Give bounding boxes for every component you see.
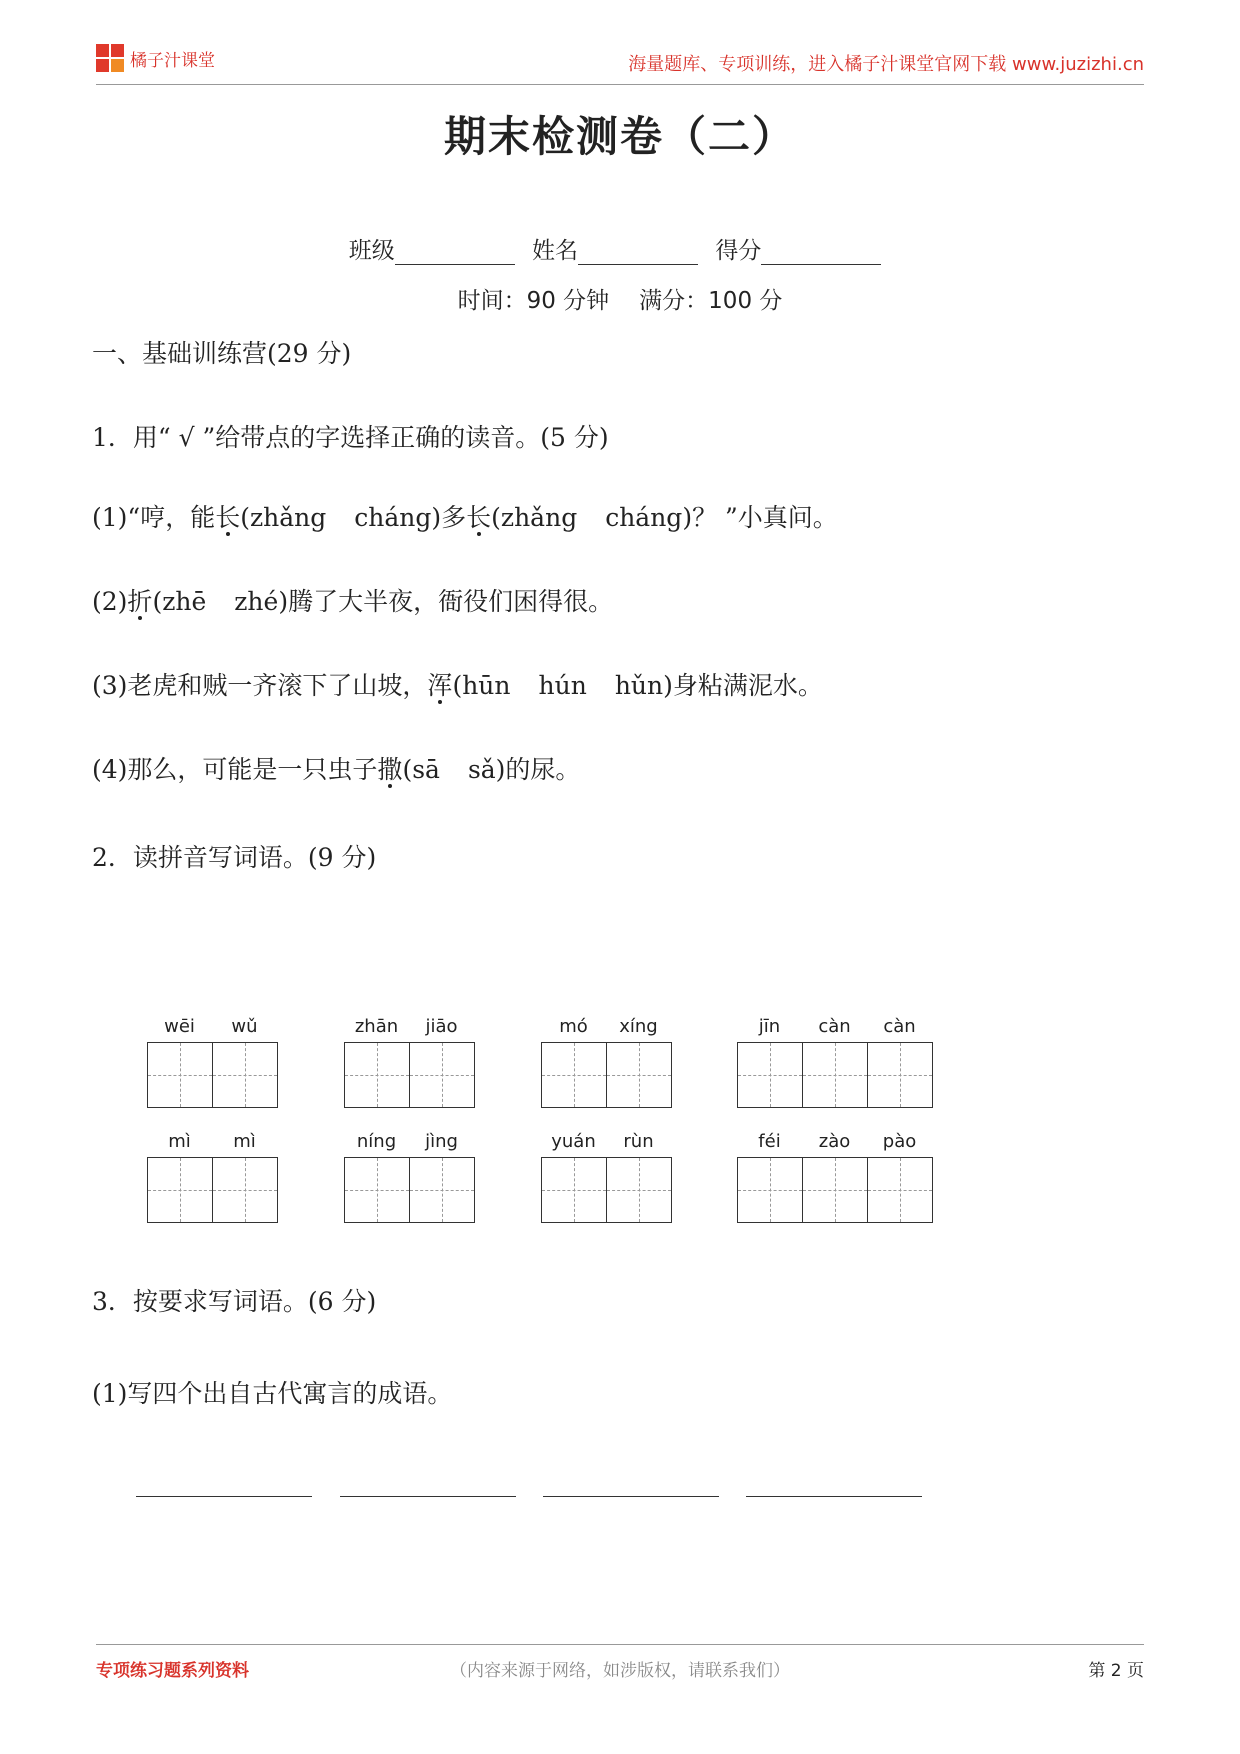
question-1-item-3: (3)老虎和贼一齐滚下了山坡，浑(hūn hún hǔn)身粘满泥水。	[92, 671, 823, 700]
writing-cell[interactable]	[213, 1158, 278, 1222]
student-info	[0, 232, 1240, 265]
full-score: 满分：100 分	[639, 288, 783, 314]
writing-cell[interactable]	[148, 1043, 213, 1107]
class-label: 班级	[348, 238, 395, 264]
writing-cell[interactable]	[738, 1043, 803, 1107]
answer-line[interactable]	[136, 1496, 312, 1497]
header-divider	[96, 84, 1144, 85]
word-box-6: níng jìng	[344, 1131, 475, 1223]
question-1-title: 1．用“ √ ”给带点的字选择正确的读音。(5 分)	[92, 423, 609, 452]
writing-cell[interactable]	[148, 1158, 213, 1222]
question-3-title: 3．按要求写词语。(6 分)	[92, 1287, 377, 1316]
writing-cell[interactable]	[607, 1043, 672, 1107]
writing-cell[interactable]	[868, 1043, 933, 1107]
question-1-item-1: (1)“哼，能长(zhǎng cháng)多长(zhǎng cháng)？ ”小真问。	[92, 503, 838, 532]
answer-line[interactable]	[340, 1496, 516, 1497]
question-1-item-2: (2)折(zhē zhé)腾了大半夜，衙役们困得很。	[92, 587, 614, 616]
section-heading: 一、基础训练营(29 分)	[92, 339, 352, 368]
score-label: 得分	[715, 238, 762, 264]
logo	[96, 44, 215, 72]
writing-cell[interactable]	[542, 1043, 607, 1107]
name-blank	[578, 240, 698, 265]
footer-series: 专项练习题系列资料	[96, 1661, 249, 1681]
question-3-sub-1: (1)写四个出自古代寓言的成语。	[92, 1379, 453, 1408]
score-blank	[761, 240, 881, 265]
logo-text: 橘子汁课堂	[130, 50, 215, 71]
writing-cell[interactable]	[345, 1043, 410, 1107]
question-2-title: 2．读拼音写词语。(9 分)	[92, 843, 377, 872]
writing-cell[interactable]	[607, 1158, 672, 1222]
answer-line[interactable]	[543, 1496, 719, 1497]
page-title: 期末检测卷（二）	[443, 112, 796, 161]
page-number: 第 2 页	[1088, 1661, 1144, 1681]
class-blank	[395, 240, 515, 265]
word-box-8: féi zào pào	[737, 1131, 933, 1223]
writing-cell[interactable]	[738, 1158, 803, 1222]
writing-cell[interactable]	[213, 1043, 278, 1107]
word-box-3: mó xíng	[541, 1016, 672, 1108]
writing-cell[interactable]	[803, 1158, 868, 1222]
writing-cell[interactable]	[345, 1158, 410, 1222]
answer-line[interactable]	[746, 1496, 922, 1497]
time-limit: 时间：90 分钟	[457, 288, 610, 314]
writing-cell[interactable]	[410, 1043, 475, 1107]
writing-cell[interactable]	[410, 1158, 475, 1222]
word-box-1: wēi wǔ	[147, 1016, 278, 1108]
footer-divider	[96, 1644, 1144, 1645]
writing-cell[interactable]	[542, 1158, 607, 1222]
name-label: 姓名	[532, 238, 578, 264]
word-box-2: zhān jiāo	[344, 1016, 475, 1108]
word-box-5: mì mì	[147, 1131, 278, 1223]
writing-cell[interactable]	[868, 1158, 933, 1222]
writing-cell[interactable]	[803, 1043, 868, 1107]
footer-notice: （内容来源于网络，如涉版权，请联系我们）	[450, 1661, 790, 1681]
question-1-item-4: (4)那么，可能是一只虫子撒(sā sǎ)的尿。	[92, 755, 581, 784]
word-box-7: yuán rùn	[541, 1131, 672, 1223]
time-line	[0, 282, 1240, 315]
header-tagline[interactable]: 海量题库、专项训练，进入橘子汁课堂官网下载 www.juzizhi.cn	[628, 54, 1144, 75]
word-box-4: jīn càn càn	[737, 1016, 933, 1108]
logo-icon	[96, 44, 124, 72]
